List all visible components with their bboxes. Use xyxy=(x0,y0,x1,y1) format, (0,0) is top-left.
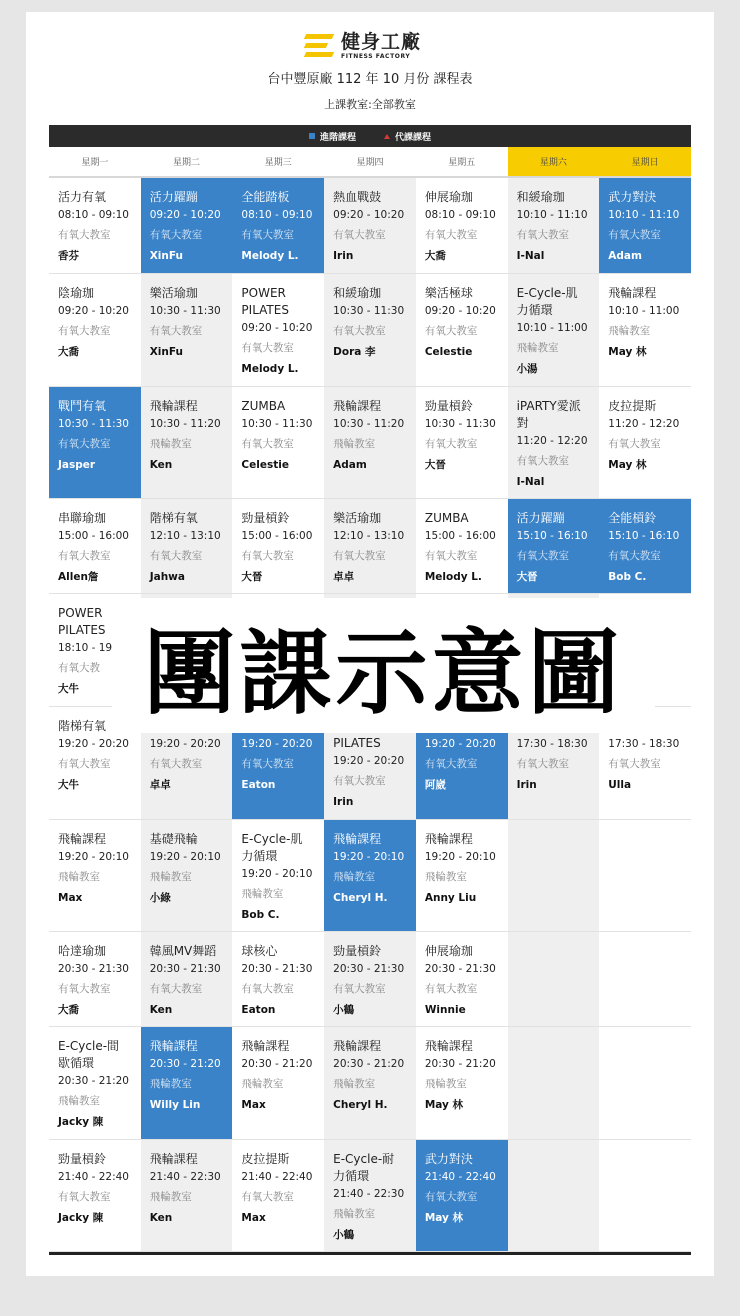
class-time: 20:30 - 21:20 xyxy=(58,1075,129,1087)
empty-cell xyxy=(508,1027,600,1140)
class-name: 串聯瑜珈 xyxy=(58,511,107,525)
class-time: 10:10 - 11:00 xyxy=(608,305,680,317)
class-instructor: Celestie xyxy=(241,459,289,471)
class-instructor: XinFu xyxy=(149,346,183,358)
empty-cell xyxy=(599,1027,691,1140)
class-time: 10:30 - 11:30 xyxy=(333,305,405,317)
class-instructor: Dora 李 xyxy=(333,346,376,358)
class-cell[interactable] xyxy=(599,387,691,499)
class-cell[interactable] xyxy=(416,387,508,499)
class-instructor: 卓卓 xyxy=(149,779,171,791)
class-room: 飛輪教室 xyxy=(149,1078,192,1090)
class-cell[interactable] xyxy=(416,1027,508,1140)
class-name: 熱血戰鼓 xyxy=(333,190,382,204)
class-cell[interactable] xyxy=(599,274,691,387)
class-name: 飛輪課程 xyxy=(58,832,107,846)
class-room: 有氧大教室 xyxy=(424,438,478,450)
class-room: 有氧大教室 xyxy=(424,983,478,995)
class-cell[interactable] xyxy=(141,820,233,932)
watermark-overlay: 團課示意圖 xyxy=(112,598,655,733)
class-cell[interactable] xyxy=(232,932,324,1027)
class-time: 10:10 - 11:10 xyxy=(608,209,680,221)
class-instructor: Ken xyxy=(149,1004,173,1016)
class-time: 21:40 - 22:40 xyxy=(241,1171,313,1183)
class-name: 伸展瑜珈 xyxy=(424,944,473,958)
logo-chinese-name: 健身工廠 xyxy=(341,30,422,53)
class-room: 有氧大教室 xyxy=(241,983,294,995)
class-cell[interactable] xyxy=(49,178,141,274)
class-time: 19:20 - 20:20 xyxy=(241,738,313,750)
class-time: 20:30 - 21:30 xyxy=(241,963,313,975)
class-instructor: 大晉 xyxy=(516,571,538,583)
class-instructor: 大牛 xyxy=(58,779,79,791)
weekday-4: 星期四 xyxy=(356,158,384,168)
weekday-2: 星期二 xyxy=(173,158,201,168)
class-time: 20:30 - 21:20 xyxy=(424,1058,496,1070)
class-time: 09:20 - 10:20 xyxy=(58,305,129,317)
class-cell[interactable] xyxy=(141,274,233,387)
fitness-factory-logo xyxy=(305,32,440,60)
class-time: 21:40 - 22:30 xyxy=(149,1171,221,1183)
class-name: 皮拉提斯 xyxy=(241,1152,290,1166)
class-name: 活力躍蹦 xyxy=(516,511,565,525)
class-room: 有氧大教室 xyxy=(58,550,111,562)
class-room: 有氧大教室 xyxy=(333,983,386,995)
class-cell[interactable] xyxy=(324,1140,416,1252)
class-name: 飛輪課程 xyxy=(333,1039,382,1053)
class-room: 飛輪教室 xyxy=(333,1078,376,1090)
class-room: 有氧大教室 xyxy=(424,325,478,337)
class-name: 基礎飛輪 xyxy=(149,832,198,846)
class-name: 活力有氧 xyxy=(58,190,107,204)
class-time: 20:30 - 21:30 xyxy=(333,963,405,975)
class-room: 有氧大教室 xyxy=(58,438,111,450)
class-cell[interactable] xyxy=(141,1140,233,1252)
class-instructor: 小鶴 xyxy=(333,1004,355,1016)
class-cell[interactable] xyxy=(324,274,416,387)
class-room: 飛輪教室 xyxy=(424,871,467,883)
class-instructor: 大喬 xyxy=(58,1004,79,1016)
class-time: 19:20 - 20:20 xyxy=(58,738,129,750)
class-time: 21:40 - 22:40 xyxy=(424,1171,496,1183)
class-cell[interactable] xyxy=(416,1140,508,1252)
class-instructor: Melody L. xyxy=(241,250,299,262)
class-time: 20:30 - 21:30 xyxy=(58,963,129,975)
class-cell[interactable] xyxy=(49,820,141,932)
class-room: 有氧大教室 xyxy=(608,229,661,241)
class-room: 有氧大教室 xyxy=(424,550,478,562)
class-cell[interactable] xyxy=(324,1027,416,1140)
class-room: 有氧大教室 xyxy=(608,438,661,450)
class-time: 11:20 - 12:20 xyxy=(516,435,588,447)
class-instructor: Irin xyxy=(333,796,354,808)
class-instructor: Anny Liu xyxy=(424,892,477,904)
class-cell[interactable] xyxy=(141,932,233,1027)
class-time: 11:20 - 12:20 xyxy=(608,418,680,430)
class-time: 10:10 - 11:00 xyxy=(516,322,588,334)
class-name: 飛輪課程 xyxy=(424,832,473,846)
page-title: 台中豐原廠 112 年 10 月份 課程表 xyxy=(267,72,473,87)
class-name: 皮拉提斯 xyxy=(608,399,657,413)
class-room: 有氧大教室 xyxy=(516,758,570,770)
class-cell[interactable] xyxy=(232,274,324,387)
class-room: 有氧大教室 xyxy=(333,229,386,241)
weekday-3: 星期三 xyxy=(264,158,292,168)
empty-cell xyxy=(599,1140,691,1252)
class-instructor: Willy Lin xyxy=(149,1099,201,1111)
class-room: 有氧大教室 xyxy=(58,229,111,241)
class-cell[interactable] xyxy=(599,499,691,594)
class-time: 17:30 - 18:30 xyxy=(516,738,588,750)
logo-stripes-icon xyxy=(305,34,335,58)
class-room: 有氧大教室 xyxy=(149,983,203,995)
class-time: 10:30 - 11:30 xyxy=(58,418,129,430)
class-instructor: May 林 xyxy=(608,346,647,358)
class-name: 飛輪課程 xyxy=(149,399,198,413)
class-cell[interactable] xyxy=(416,499,508,594)
class-name: 飛輪課程 xyxy=(149,1152,198,1166)
class-name: E-Cycle-肌 力循環 xyxy=(516,286,578,317)
class-instructor: 大牛 xyxy=(58,683,79,695)
legend-advanced xyxy=(309,130,356,143)
class-cell[interactable] xyxy=(324,178,416,274)
class-time: 19:20 - 20:10 xyxy=(149,851,221,863)
class-time: 08:10 - 09:10 xyxy=(58,209,129,221)
class-time: 19:20 - 20:20 xyxy=(424,738,496,750)
class-time: 19:20 - 20:20 xyxy=(149,738,221,750)
class-name: 飛輪課程 xyxy=(149,1039,198,1053)
class-instructor: May 林 xyxy=(608,459,647,471)
class-time: 15:00 - 16:00 xyxy=(241,530,313,542)
class-time: 19:20 - 20:10 xyxy=(424,851,496,863)
class-time: 10:30 - 11:30 xyxy=(241,418,313,430)
class-name: 階梯有氧 xyxy=(149,511,198,525)
class-name: 陰瑜珈 xyxy=(58,286,95,300)
class-cell[interactable] xyxy=(141,499,233,594)
blue-square-icon xyxy=(309,133,315,139)
class-instructor: Jahwa xyxy=(149,571,185,583)
class-name: 和緩瑜珈 xyxy=(333,286,382,300)
class-cell[interactable] xyxy=(416,178,508,274)
class-instructor: Ken xyxy=(149,1212,173,1224)
class-room: 有氧大教室 xyxy=(58,1191,111,1203)
class-time: 17:30 - 18:30 xyxy=(608,738,680,750)
class-cell[interactable] xyxy=(508,499,600,594)
class-cell[interactable] xyxy=(49,932,141,1027)
class-instructor: Ulla xyxy=(608,779,632,791)
class-room: 飛輪教室 xyxy=(58,1095,100,1107)
class-name: 飛輪課程 xyxy=(333,399,382,413)
class-name: POWER PILATES xyxy=(58,606,106,637)
empty-cell xyxy=(599,820,691,932)
class-cell[interactable] xyxy=(416,274,508,387)
class-instructor: Max xyxy=(241,1099,266,1111)
class-time: 10:30 - 11:30 xyxy=(149,305,221,317)
class-time: 20:30 - 21:20 xyxy=(241,1058,313,1070)
legend-bar xyxy=(49,125,691,147)
class-room: 有氧大教室 xyxy=(516,455,570,467)
class-instructor: 阿崴 xyxy=(424,779,446,791)
class-name: 全能踏板 xyxy=(241,190,290,204)
class-time: 19:20 - 20:20 xyxy=(333,755,405,767)
class-room: 有氧大教室 xyxy=(58,325,111,337)
class-cell[interactable] xyxy=(508,274,600,387)
class-instructor: Cheryl H. xyxy=(333,1099,388,1111)
class-cell[interactable] xyxy=(49,387,141,499)
class-time: 20:30 - 21:20 xyxy=(333,1058,405,1070)
class-room: 飛輪教室 xyxy=(149,1191,192,1203)
class-cell[interactable] xyxy=(232,1140,324,1252)
class-time: 20:30 - 21:30 xyxy=(424,963,496,975)
class-room: 有氧大教室 xyxy=(424,1191,478,1203)
class-room: 有氧大教室 xyxy=(149,550,203,562)
class-name: 伸展瑜珈 xyxy=(424,190,473,204)
class-cell[interactable] xyxy=(416,820,508,932)
class-room: 飛輪教室 xyxy=(333,438,376,450)
class-name: 勁量槓鈴 xyxy=(58,1152,107,1166)
class-time: 15:10 - 16:10 xyxy=(608,530,680,542)
red-triangle-icon xyxy=(384,134,390,139)
class-cell[interactable] xyxy=(416,932,508,1027)
class-cell[interactable] xyxy=(324,820,416,932)
class-name: 哈達瑜珈 xyxy=(58,944,107,958)
class-cell[interactable] xyxy=(49,1140,141,1252)
class-room: 飛輪教室 xyxy=(333,1208,376,1220)
class-room: 有氧大教室 xyxy=(149,758,203,770)
class-cell[interactable] xyxy=(232,820,324,932)
class-name: 樂活極球 xyxy=(424,286,473,300)
class-name: 球核心 xyxy=(241,944,278,958)
class-time: 21:40 - 22:30 xyxy=(333,1188,405,1200)
class-room: 有氧大教室 xyxy=(608,758,661,770)
class-room: 飛輪教室 xyxy=(58,871,100,883)
class-room: 有氧大教 xyxy=(58,662,100,674)
legend-advanced-label: 進階課程 xyxy=(319,132,356,143)
class-instructor: Jacky 陳 xyxy=(58,1212,104,1224)
class-time: 10:30 - 11:20 xyxy=(149,418,221,430)
class-room: 有氧大教室 xyxy=(241,550,294,562)
class-instructor: XinFu xyxy=(149,250,183,262)
class-room: 有氧大教室 xyxy=(241,438,294,450)
class-instructor: May 林 xyxy=(424,1099,464,1111)
class-room: 有氧大教室 xyxy=(333,550,386,562)
class-instructor: Max xyxy=(58,892,83,904)
class-time: 09:20 - 10:20 xyxy=(149,209,221,221)
class-cell[interactable] xyxy=(141,178,233,274)
class-time: 21:40 - 22:40 xyxy=(58,1171,129,1183)
class-name: 戰鬥有氧 xyxy=(58,399,107,413)
class-time: 15:00 - 16:00 xyxy=(424,530,496,542)
class-room: 有氧大教室 xyxy=(149,325,203,337)
class-cell[interactable] xyxy=(141,1027,233,1140)
class-room: 飛輪教室 xyxy=(608,325,651,337)
weekday-6: 星期六 xyxy=(508,147,600,176)
class-name: 武力對決 xyxy=(424,1152,473,1166)
class-room: 飛輪教室 xyxy=(149,438,192,450)
class-name: E-Cycle-肌 力循環 xyxy=(241,832,303,863)
class-cell[interactable] xyxy=(324,387,416,499)
class-name: E-Cycle-耐 力循環 xyxy=(333,1152,395,1183)
class-name: 韓風MV舞蹈 xyxy=(149,944,217,958)
class-instructor: Melody L. xyxy=(241,363,299,375)
class-room: 有氧大教室 xyxy=(516,550,570,562)
class-cell[interactable] xyxy=(324,932,416,1027)
class-time: 15:00 - 16:00 xyxy=(58,530,129,542)
class-instructor: Bob C. xyxy=(241,909,280,921)
class-instructor: Winnie xyxy=(424,1004,466,1016)
class-room: 飛輪教室 xyxy=(241,1078,284,1090)
class-room: 飛輪教室 xyxy=(516,342,559,354)
legend-substitute-label: 代課課程 xyxy=(395,132,432,143)
class-instructor: Eaton xyxy=(241,1004,276,1016)
class-name: 階梯有氧 xyxy=(58,719,107,733)
class-instructor: 小鶴 xyxy=(333,1229,355,1241)
logo-english-name: FITNESS FACTORY xyxy=(341,52,411,60)
weekday-5: 星期五 xyxy=(448,158,476,168)
class-name: 飛輪課程 xyxy=(424,1039,473,1053)
class-time: 09:20 - 10:20 xyxy=(424,305,496,317)
class-room: 飛輪教室 xyxy=(149,871,192,883)
class-cell[interactable] xyxy=(232,499,324,594)
class-name: 飛輪課程 xyxy=(608,286,657,300)
class-time: 08:10 - 09:10 xyxy=(424,209,496,221)
class-name: E-Cycle-間 歇循環 xyxy=(58,1039,120,1070)
class-name: PILATES xyxy=(333,736,381,750)
class-instructor: Irin xyxy=(516,779,537,791)
legend-substitute xyxy=(384,130,431,143)
empty-cell xyxy=(508,1140,600,1252)
class-time: 08:10 - 09:10 xyxy=(241,209,313,221)
class-name: 樂活瑜珈 xyxy=(149,286,198,300)
class-instructor: 小湯 xyxy=(516,363,538,375)
class-time: 10:10 - 11:10 xyxy=(516,209,588,221)
class-time: 10:30 - 11:20 xyxy=(333,418,405,430)
class-cell[interactable] xyxy=(508,178,600,274)
class-instructor: Celestie xyxy=(424,346,473,358)
class-room: 有氧大教室 xyxy=(333,775,386,787)
class-cell[interactable] xyxy=(232,1027,324,1140)
class-time: 15:10 - 16:10 xyxy=(516,530,588,542)
class-instructor: 大喬 xyxy=(424,250,446,262)
class-room: 有氧大教室 xyxy=(58,758,111,770)
class-cell[interactable] xyxy=(232,387,324,499)
class-time: 19:20 - 20:10 xyxy=(333,851,405,863)
empty-cell xyxy=(508,932,600,1027)
class-room: 有氧大教室 xyxy=(333,325,386,337)
class-room: 有氧大教室 xyxy=(241,342,294,354)
class-instructor: Bob C. xyxy=(608,571,647,583)
class-name: 樂活瑜珈 xyxy=(333,511,382,525)
class-time: 18:10 - 19 xyxy=(58,642,113,654)
class-name: ZUMBA xyxy=(241,399,286,413)
class-name: iPARTY愛派 對 xyxy=(516,399,581,430)
class-room: 有氧大教室 xyxy=(149,229,203,241)
class-time: 20:30 - 21:20 xyxy=(149,1058,221,1070)
class-room: 飛輪教室 xyxy=(241,888,284,900)
class-time: 19:20 - 20:10 xyxy=(58,851,129,863)
class-instructor: Allen詹 xyxy=(58,571,99,583)
class-name: 全能槓鈴 xyxy=(608,511,657,525)
class-room: 有氧大教室 xyxy=(516,229,570,241)
class-instructor: May 林 xyxy=(424,1212,464,1224)
class-name: 飛輪課程 xyxy=(241,1039,290,1053)
class-cell[interactable] xyxy=(508,387,600,499)
class-cell[interactable] xyxy=(141,387,233,499)
class-instructor: 小綠 xyxy=(149,892,171,904)
class-instructor: Max xyxy=(241,1212,266,1224)
weekday-header xyxy=(49,147,691,178)
class-instructor: 大晉 xyxy=(424,459,446,471)
class-instructor: Jacky 陳 xyxy=(58,1116,104,1128)
class-cell[interactable] xyxy=(49,499,141,594)
class-name: 飛輪課程 xyxy=(333,832,382,846)
class-name: POWER PILATES xyxy=(241,286,289,317)
class-name: 勁量槓鈴 xyxy=(241,511,290,525)
weekday-7: 星期日 xyxy=(599,147,691,176)
class-cell[interactable] xyxy=(599,178,691,274)
classroom-filter: 上課教室:全部教室 xyxy=(324,98,416,111)
class-room: 有氧大教室 xyxy=(608,550,661,562)
class-room: 有氧大教室 xyxy=(424,229,478,241)
class-instructor: Eaton xyxy=(241,779,276,791)
class-instructor: I-Nal xyxy=(516,476,545,488)
class-instructor: 大喬 xyxy=(58,346,79,358)
empty-cell xyxy=(508,820,600,932)
class-instructor: 大晉 xyxy=(241,571,263,583)
class-instructor: Melody L. xyxy=(424,571,482,583)
class-name: 活力躍蹦 xyxy=(149,190,198,204)
class-cell[interactable] xyxy=(49,274,141,387)
class-room: 飛輪教室 xyxy=(424,1078,467,1090)
class-cell[interactable] xyxy=(232,178,324,274)
class-room: 有氧大教室 xyxy=(241,229,294,241)
class-time: 12:10 - 13:10 xyxy=(149,530,221,542)
class-instructor: I-Nal xyxy=(516,250,545,262)
class-name: ZUMBA xyxy=(424,511,469,525)
class-room: 有氧大教室 xyxy=(241,1191,294,1203)
class-instructor: 卓卓 xyxy=(333,571,355,583)
class-instructor: Adam xyxy=(333,459,367,471)
class-cell[interactable] xyxy=(324,499,416,594)
class-instructor: Irin xyxy=(333,250,354,262)
empty-cell xyxy=(599,932,691,1027)
class-room: 有氧大教室 xyxy=(58,983,111,995)
class-time: 12:10 - 13:10 xyxy=(333,530,405,542)
class-name: 勁量槓鈴 xyxy=(424,399,473,413)
class-room: 有氧大教室 xyxy=(241,758,294,770)
class-name: 和緩瑜珈 xyxy=(516,190,565,204)
class-instructor: Jasper xyxy=(58,459,96,471)
class-cell[interactable] xyxy=(49,1027,141,1140)
class-room: 有氧大教室 xyxy=(424,758,478,770)
class-name: 武力對決 xyxy=(608,190,657,204)
weekday-1: 星期一 xyxy=(81,158,109,168)
class-instructor: 香芬 xyxy=(58,250,79,262)
class-name: 勁量槓鈴 xyxy=(333,944,382,958)
class-time: 20:30 - 21:30 xyxy=(149,963,221,975)
class-room: 飛輪教室 xyxy=(333,871,376,883)
class-instructor: Adam xyxy=(608,250,642,262)
class-time: 10:30 - 11:30 xyxy=(424,418,496,430)
class-instructor: Cheryl H. xyxy=(333,892,388,904)
class-time: 09:20 - 10:20 xyxy=(241,322,313,334)
class-instructor: Ken xyxy=(149,459,173,471)
class-time: 09:20 - 10:20 xyxy=(333,209,405,221)
class-time: 19:20 - 20:10 xyxy=(241,868,313,880)
